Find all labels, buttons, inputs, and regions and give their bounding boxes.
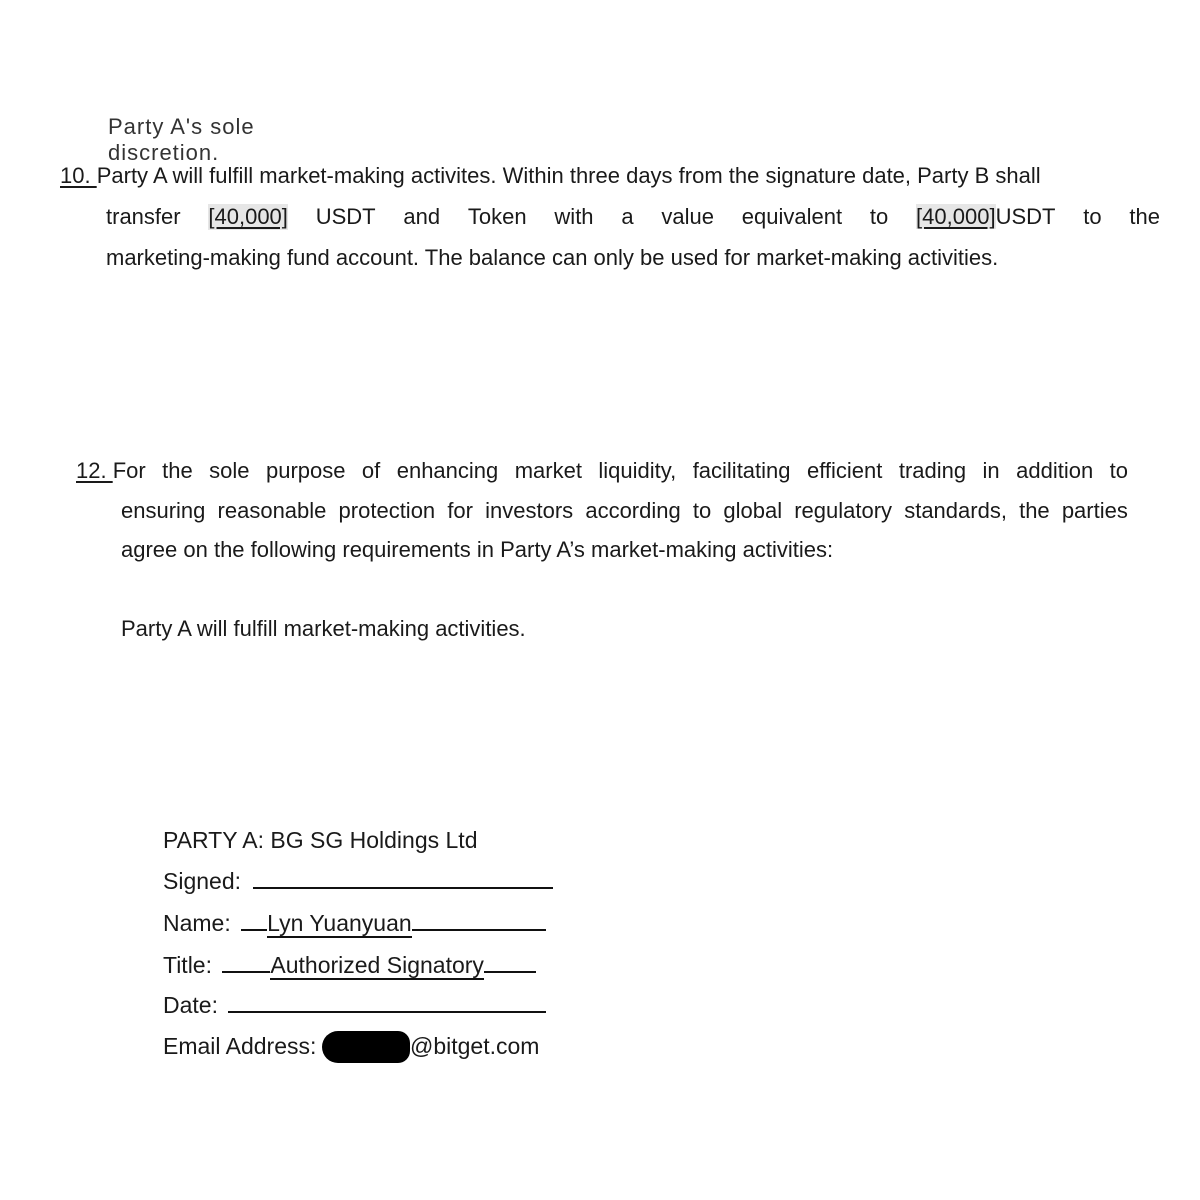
- name-line-lead: [241, 929, 267, 931]
- title-label: Title:: [163, 952, 212, 978]
- clause-12-line-1-word: of: [361, 458, 381, 483]
- clause-10-line-2: [106, 204, 1160, 230]
- email-label: Email Address:: [163, 1033, 317, 1059]
- signed-label: Signed:: [163, 868, 242, 894]
- clause-12-line-1-word: in: [982, 458, 1000, 483]
- clause-10-line-2-word: with: [554, 204, 594, 229]
- clause-12-line-1-word: enhancing: [396, 458, 499, 483]
- clause-10-line-2-word: a: [621, 204, 634, 229]
- signed-row: [163, 868, 553, 895]
- clause-12-line-1-word: facilitating: [692, 458, 791, 483]
- name-value: Lyn Yuanyuan: [267, 910, 412, 936]
- clause-12-line-2-word: reasonable: [217, 498, 327, 523]
- clause-10-text-line-1: Party A will fulfill market-making activites. Within three days from the signature date, Party B shall: [96, 163, 1041, 188]
- signed-line[interactable]: [253, 887, 553, 889]
- clause-12-number: 12.: [76, 458, 113, 483]
- clause-12-line-1-word: For: [112, 458, 146, 483]
- clause-10-line-2-word: transfer: [106, 204, 181, 229]
- clause-12-line-2-word: investors: [485, 498, 574, 523]
- name-label: Name:: [163, 910, 231, 936]
- email-domain: @bitget.com: [410, 1033, 540, 1059]
- clause-10-line-3: marketing-making fund account. The balance can only be used for market-making activities.: [106, 245, 999, 270]
- clause-12-line-1-word: addition: [1016, 458, 1094, 483]
- name-row: [163, 910, 546, 937]
- clause-12-line-2-word: the: [1019, 498, 1050, 523]
- title-row: [163, 952, 536, 979]
- clause-12-line-1-word: the: [162, 458, 193, 483]
- clause-12-line-1-word: liquidity,: [598, 458, 677, 483]
- clause-12-line-1-word: to: [1109, 458, 1128, 483]
- clause-10-line-2-word: equivalent: [741, 204, 843, 229]
- date-row: [163, 992, 546, 1019]
- redaction-mark: [322, 1031, 410, 1063]
- clause-12-line-1: [76, 458, 1128, 484]
- clause-10-number: 10.: [60, 163, 97, 188]
- clause-10-line-2-word: to: [869, 204, 889, 229]
- clause-12-line-2-word: global: [723, 498, 783, 523]
- date-line[interactable]: [228, 1011, 546, 1013]
- party-a-heading: PARTY A: BG SG Holdings Ltd: [163, 827, 478, 853]
- clause-12-line-1-word: efficient: [806, 458, 883, 483]
- cut-off-text-line: Party A's sole discretion.: [108, 114, 255, 165]
- clause-12-line-1-word: trading: [898, 458, 967, 483]
- clause-12-line-1-word: sole: [209, 458, 250, 483]
- clause-12-line-3: agree on the following requirements in Party A’s market-making activities:: [121, 537, 834, 562]
- clause-12-line-2-word: ensuring: [121, 498, 206, 523]
- clause-10-line-2-word: value: [661, 204, 714, 229]
- clause-10-line-2-word: and: [403, 204, 441, 229]
- clause-12-line-1-word: purpose: [265, 458, 346, 483]
- clause-12-line-2-word: to: [692, 498, 712, 523]
- clause-12-line-2-word: protection: [338, 498, 436, 523]
- clause-10-line-2-word: to: [1083, 204, 1102, 229]
- clause-10-line-2-word: USDT: [315, 204, 376, 229]
- clause-10-line-1: [60, 156, 1041, 196]
- clause-12-line-2-word: regulatory: [794, 498, 893, 523]
- clause-12-line-2-word: according: [585, 498, 681, 523]
- date-label: Date:: [163, 992, 218, 1018]
- clause-10-line-2-highlighted-amount: [40,000]: [208, 204, 288, 229]
- title-line-tail: [484, 971, 536, 973]
- clause-12-line-1-word: market: [514, 458, 582, 483]
- clause-12-line-2-word: standards,: [904, 498, 1007, 523]
- title-value: Authorized Signatory: [270, 952, 484, 978]
- clause-10-line-2-word: Token: [467, 204, 527, 229]
- clause-12-line-2-word: for: [447, 498, 473, 523]
- clause-12-line-1-first-word-group: [76, 458, 146, 484]
- clause-10-line-2-highlighted-amount: [40,000]USDT: [916, 204, 1056, 229]
- title-line-lead: [222, 971, 270, 973]
- name-line-tail: [412, 929, 546, 931]
- clause-12-note: Party A will fulfill market-making activities.: [121, 616, 526, 641]
- clause-10-line-2-word: the: [1129, 204, 1160, 229]
- clause-12-line-2-word: parties: [1061, 498, 1128, 523]
- clause-12-line-2: [121, 498, 1128, 524]
